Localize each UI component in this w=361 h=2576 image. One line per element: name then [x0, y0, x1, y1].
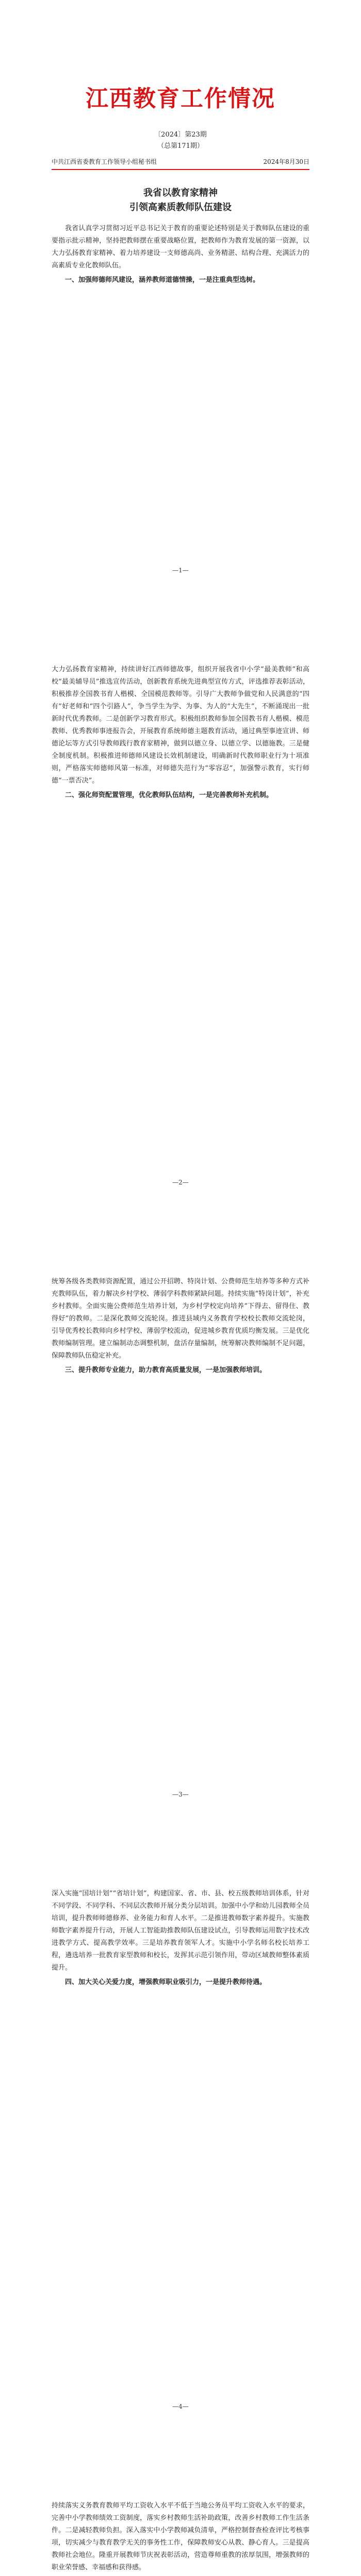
publisher: 中共江西省委教育工作领导小组秘书组 — [52, 158, 157, 165]
section-3-heading: 三、提升教师专业能力，助力教育高质量发展，一是加强教师培训。 — [65, 1366, 267, 1374]
page-number: —1— — [172, 567, 189, 574]
section-4-heading: 四、加大关心关爱力度，增强教师职业吸引力，一是提升教师待遇。 — [65, 1978, 267, 1986]
section-4-body: 持续落实义务教育教师平均工资收入水平不低于当地公务员平均工资收入水平的要求，完善中小学教师绩效工资制度，落实乡村教师生活补助政策，改善乡村教师工作生活条件。二是减轻教师负担。深入落实中小学教师减负清单，严格控制督查检查评比考核事项，切实减少与教育教学无关的事务性工作，保障教师安心从教、静心育人。三是提高教师社会地位。隆重开展教师节庆祝表彰活动，营造尊师重教的浓厚氛围，增强教师的职业荣誉感、幸福感和获得感。 — [52, 2502, 309, 2571]
page-2-body — [52, 664, 309, 804]
page-number: —2— — [172, 1179, 189, 1186]
page-number: —4— — [172, 2403, 189, 2410]
section-3-body: 深入实施“国培计划”“省培计划”，构建国家、省、市、县、校五级教师培训体系，针对不同学段、不同学科、不同层次教师开展分类分层培训。加强中小学和幼儿园教师全员培训，提升教师师德修养、业务能力和育人水平。二是推进教师数字素养提升。实施教师数字素养提升行动，开展人工智能助推教师队伍建设试点，引导教师运用数字技术改进教学方式、提高教学效率。三是培养教育领军人才。实施中小学名师名校长培养工程，遴选培养一批教育家型教师和校长，发挥其示范引领作用，带动区域教师整体素质提升。 — [52, 1890, 309, 1972]
page-5 — [0, 2448, 361, 2576]
page-1 — [0, 0, 361, 612]
section-1-body: 大力弘扬教育家精神，持续讲好江西师德故事，组织开展我省中小学“最美教师”和高校“最美辅导员”推选宣传活动，创新教育系统先进典型宣传方式，评选推荐表彰活动，积极推荐全国教书育人楷模、全国模范教师等。引导广大教师争做党和人民满意的“四有”好老师和“四个引路人”，争当学生为学、为事、为人的“大先生”，不断涌现出一批新时代优秀教师。二是创新学习教育形式。积极组织教师参加全国教书育人楷模、模范教师、优秀教师事迹报告会，开展教育系统师德主题教育活动，通过典型事迹宣讲、师德论坛等方式引导教师践行教育家精神，做到以德立身、以德立学、以德施教。三是健全制度机制。积极推进师德师风建设长效机制建设，明确新时代教师职业行为十项准则，严格落实师德师风第一标准，对师德失范行为“零容忍”，加强警示教育，实行师德“一票否决”。 — [52, 666, 309, 785]
page-1-body — [52, 223, 309, 289]
page-number: —3— — [172, 1791, 189, 1798]
header-red-line — [52, 169, 309, 170]
total-issue-number: （总第171期） — [157, 142, 204, 150]
issue-number: 〔2024〕第23期 — [154, 131, 207, 139]
page-3 — [0, 1224, 361, 1836]
section-2-heading: 二、强化师资配置管理，优化教师队伍结构，一是完善教师补充机制。 — [65, 791, 273, 799]
header-meta — [52, 157, 309, 166]
page-3-body — [52, 1276, 309, 1379]
page-4 — [0, 1836, 361, 2448]
intro-paragraph: 我省认真学习贯彻习近平总书记关于教育的重要论述特别是关于教师队伍建设的重要指示批示精神，坚持把教师摆在重要战略位置，把教师作为教育发展的第一资源，以大力弘扬教育家精神、着力培养建设一支师德高尚、业务精湛、结构合理、充满活力的高素质专业化教师队伍。 — [52, 225, 309, 269]
article-title-line-1: 我省以教育家精神 — [143, 188, 218, 198]
publish-date: 2024年8月30日 — [263, 158, 309, 165]
section-2-body: 统筹各级各类教师资源配置，通过公开招聘、特岗计划、公费师范生培养等多种方式补充教师队伍，着力解决乡村学校、薄弱学科教师紧缺问题。持续实施“特岗计划”，补充乡村教师。全面实施公费师范生培养计划，为乡村学校定向培养“下得去、留得住、教得好”的教师。二是深化教师交流轮岗。推进县域内义务教育学校校长教师交流轮岗，引导优秀校长教师向乡村学校、薄弱学校流动，促进城乡教育优质均衡发展。三是优化教师编制管理。建立编制动态调整机制，盘活存量编制，统筹解决教师编制不足问题，保障教师队伍稳定补充。 — [52, 1278, 309, 1360]
article-title-line-2: 引领高素质教师队伍建设 — [129, 202, 232, 213]
section-1-heading: 一、加强师德师风建设，涵养教师道德情操，一是注重典型选树。 — [65, 276, 260, 284]
page-2 — [0, 612, 361, 1224]
bulletin-title: 江西教育工作情况 — [86, 86, 275, 112]
page-4-body — [52, 1888, 309, 1991]
page-5-body — [52, 2500, 309, 2576]
